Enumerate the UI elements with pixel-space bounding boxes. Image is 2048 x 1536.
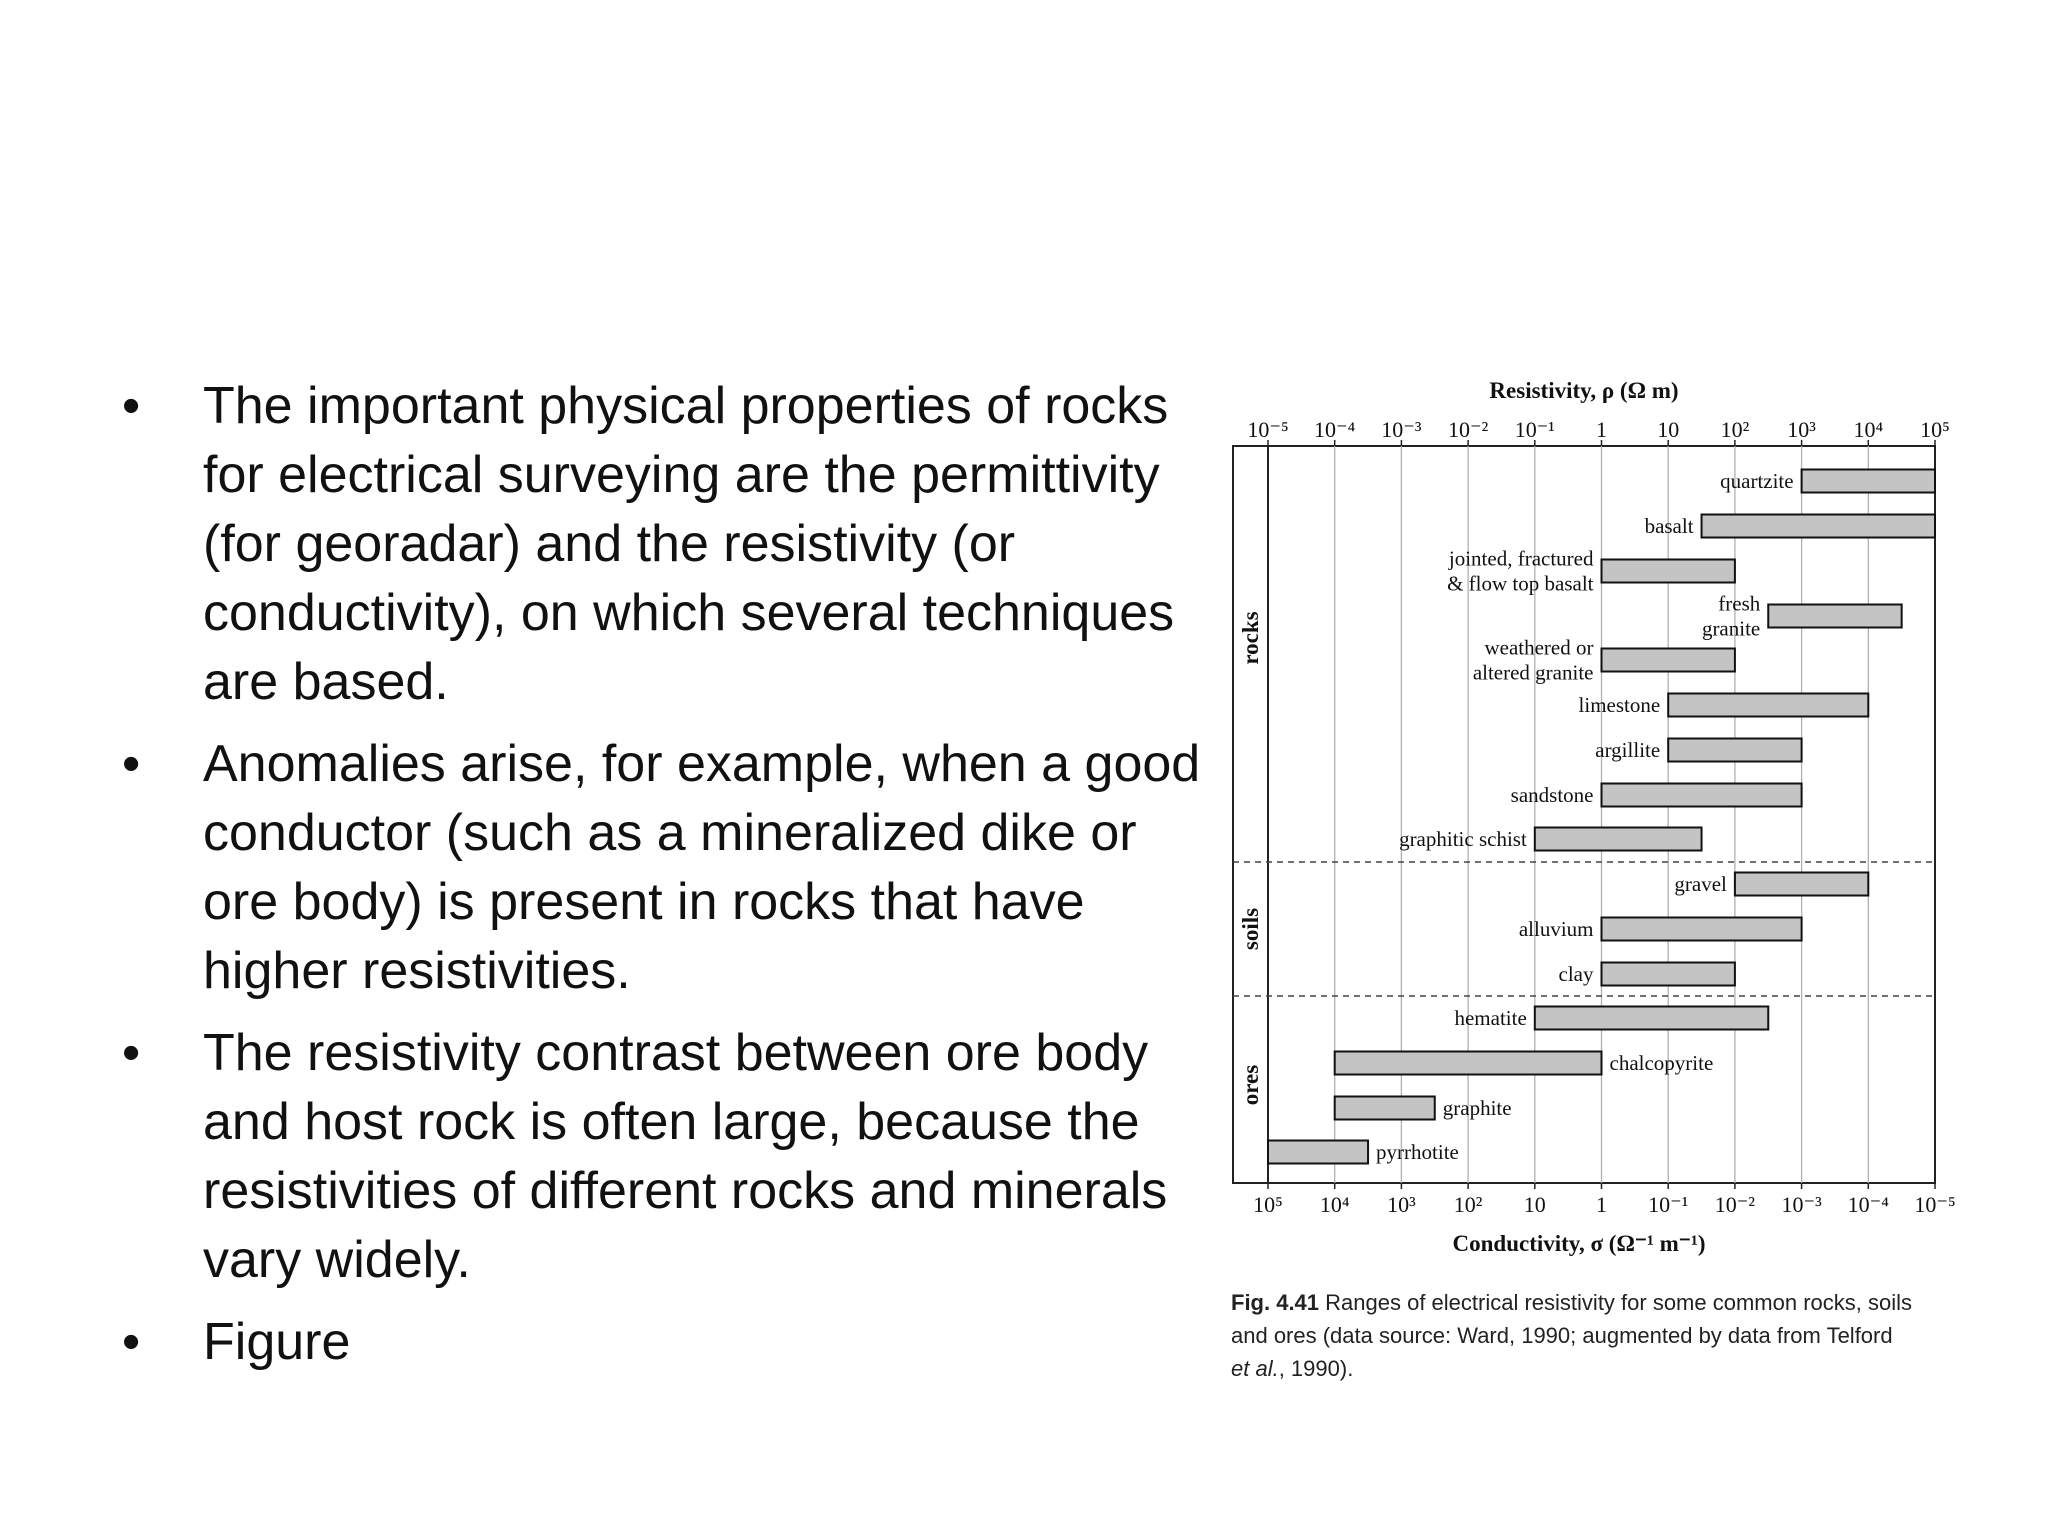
top-tick-label: 10² — [1720, 417, 1750, 442]
chart-title: Resistivity, ρ (Ω m) — [1489, 378, 1679, 403]
bottom-tick-label: 1 — [1596, 1192, 1607, 1217]
bullet-dot: • — [122, 377, 141, 435]
bullet-line: higher resistivities. — [203, 942, 631, 1000]
top-tick-label: 10⁻² — [1447, 417, 1489, 442]
bullet-dot: • — [122, 735, 141, 793]
bar-basalt — [1702, 515, 1935, 538]
bar-chalcopyrite — [1335, 1052, 1602, 1075]
bar-graphite — [1335, 1097, 1435, 1120]
bottom-tick-label: 10⁵ — [1253, 1192, 1283, 1217]
bullet-line: (for georadar) and the resistivity (or — [203, 515, 1016, 573]
top-tick-label: 10⁻³ — [1381, 417, 1422, 442]
bar-label: hematite — [1454, 1006, 1527, 1030]
caption-line: and ores (data source: Ward, 1990; augmented by data from Telford — [1231, 1323, 1893, 1348]
bottom-tick-label: 10² — [1453, 1192, 1483, 1217]
bullet-line: resistivities of different rocks and minerals — [203, 1162, 1168, 1220]
caption-italic: et al. — [1231, 1356, 1279, 1381]
caption-text: Ranges of electrical resistivity for some common rocks, soils — [1325, 1290, 1913, 1315]
bullet-line: conductivity), on which several techniques — [203, 584, 1175, 642]
caption-fig-label: Fig. 4.41 — [1231, 1290, 1326, 1315]
bar-label: graphite — [1442, 1096, 1512, 1120]
bullet-line: are based. — [203, 653, 449, 711]
bottom-tick-label: 10⁻³ — [1781, 1192, 1822, 1217]
bullet-line: The resistivity contrast between ore body — [203, 1024, 1149, 1082]
bar-label: gravel — [1674, 872, 1727, 896]
bar-label: weathered or — [1484, 635, 1594, 660]
bar-label: limestone — [1578, 693, 1661, 717]
bar-hematite — [1535, 1007, 1768, 1030]
bullet-line: vary widely. — [203, 1231, 471, 1289]
group-label-ores: ores — [1238, 1064, 1263, 1106]
bar-quartzite — [1802, 470, 1935, 493]
x-axis-label: Conductivity, σ (Ω⁻¹ m⁻¹) — [1452, 1231, 1706, 1256]
bar-label: alluvium — [1518, 917, 1594, 941]
group-label-soils: soils — [1238, 907, 1263, 951]
bar-limestone — [1668, 694, 1868, 717]
bar-alluvium — [1602, 918, 1802, 941]
bar-jointed-fractured-flow-top-basalt — [1602, 560, 1735, 583]
bar-label: & flow top basalt — [1447, 571, 1594, 596]
top-tick-label: 1 — [1596, 417, 1607, 442]
top-tick-label: 10⁻⁴ — [1314, 417, 1356, 442]
bullet-dot: • — [122, 1313, 141, 1371]
bottom-tick-label: 10⁻⁵ — [1914, 1192, 1956, 1217]
bar-fresh-granite — [1768, 605, 1901, 628]
bullet-line: Anomalies arise, for example, when a good — [203, 735, 1201, 793]
bar-graphitic-schist — [1535, 828, 1702, 851]
bar-label: fresh — [1718, 591, 1761, 616]
bullet-line: conductor (such as a mineralized dike or — [203, 804, 1137, 862]
top-tick-label: 10⁵ — [1920, 417, 1950, 442]
caption-text: , 1990). — [1278, 1356, 1354, 1381]
bottom-tick-label: 10⁻¹ — [1648, 1192, 1689, 1217]
bullet-line: for electrical surveying are the permittivity — [203, 446, 1160, 504]
bullet-dot: • — [122, 1024, 141, 1082]
bar-argillite — [1668, 739, 1801, 762]
bar-sandstone — [1602, 784, 1802, 807]
bar-clay — [1602, 963, 1735, 986]
bar-label: sandstone — [1510, 783, 1594, 807]
group-label-rocks: rocks — [1238, 611, 1263, 665]
caption-line — [1231, 1290, 1912, 1315]
bar-label: graphitic schist — [1399, 827, 1527, 851]
bottom-tick-label: 10⁴ — [1319, 1192, 1350, 1217]
bullet-line: Figure — [203, 1313, 351, 1371]
bottom-tick-label: 10³ — [1387, 1192, 1416, 1217]
bar-gravel — [1735, 873, 1868, 896]
bar-pyrrhotite — [1268, 1141, 1368, 1164]
bar-label: pyrrhotite — [1376, 1140, 1459, 1164]
top-tick-label: 10⁴ — [1853, 417, 1884, 442]
bar-label: jointed, fractured — [1448, 546, 1594, 571]
caption-line — [1231, 1356, 1353, 1381]
bottom-tick-label: 10 — [1523, 1192, 1546, 1217]
bar-label: basalt — [1644, 514, 1694, 538]
bottom-tick-label: 10⁻² — [1714, 1192, 1756, 1217]
bar-label: altered granite — [1472, 660, 1594, 685]
bar-label: granite — [1701, 616, 1761, 641]
bar-label: chalcopyrite — [1609, 1051, 1714, 1075]
bullet-line: and host rock is often large, because the — [203, 1093, 1140, 1151]
top-tick-label: 10⁻⁵ — [1247, 417, 1289, 442]
top-tick-label: 10³ — [1787, 417, 1816, 442]
top-tick-label: 10 — [1657, 417, 1680, 442]
bar-label: quartzite — [1720, 469, 1794, 493]
bullet-line: ore body) is present in rocks that have — [203, 873, 1085, 931]
bottom-tick-label: 10⁻⁴ — [1847, 1192, 1889, 1217]
top-tick-label: 10⁻¹ — [1514, 417, 1555, 442]
bullet-line: The important physical properties of rocks — [203, 377, 1169, 435]
bar-label: argillite — [1595, 738, 1661, 762]
bar-label: clay — [1558, 962, 1594, 986]
bar-weathered-or-altered-granite — [1602, 649, 1735, 672]
